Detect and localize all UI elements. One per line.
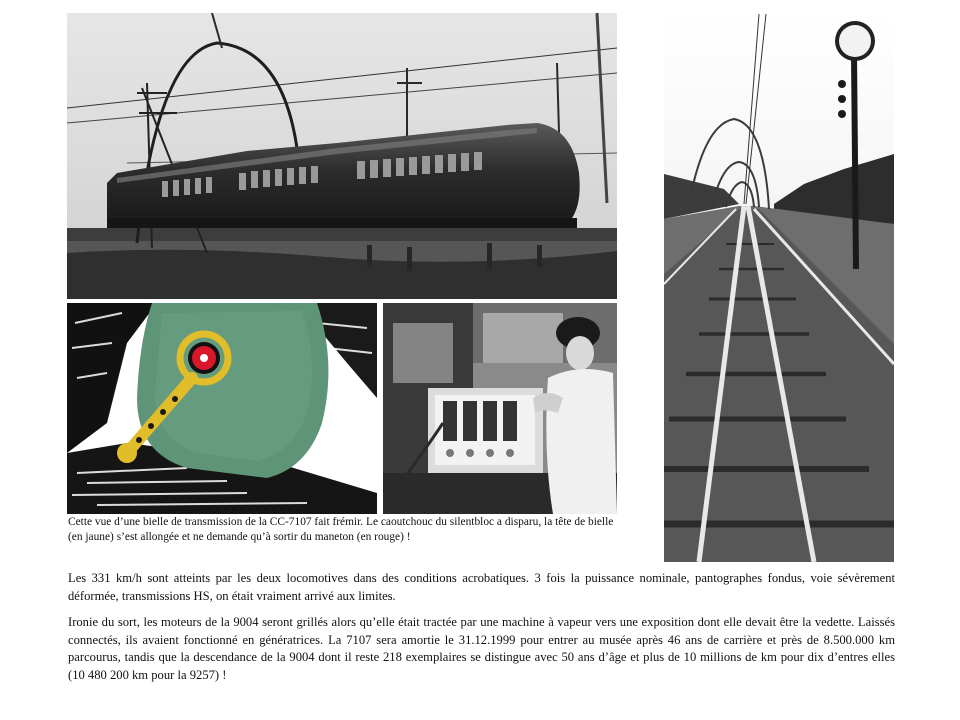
connecting-rod-photo [67,303,377,514]
body-paragraph-2: Ironie du sort, les moteurs de la 9004 seront grillés alors qu’elle était tractée par une machine à vapeur vers une exposition dont elle devait être la vedette. Laissés connectés, ils avaient fonctionné en génératrices. La 7107 sera amortie le 31.12.1999 pour entrer au musée après 46 ans de carrière et près de 8.500.000 km parcourus, tandis que la descendance de la 9004 dont il reste 218 exemplaires se distingue avec 50 ans d’âge et plus de 10 millions de km pour dix d’entres elles (10 480 200 km pour la 9257) ! [68,615,895,682]
train-photo [67,13,617,299]
operator-photo [383,303,617,514]
photo-caption: Cette vue d’une bielle de transmission de la CC-7107 fait frémir. Le caoutchouc du silentbloc a disparu, la tête de bielle (en jaune) s’est allongée et ne demande qu’à sortir du maneton (en rouge) ! [68,516,614,543]
body-paragraph-1: Les 331 km/h sont atteints par les deux locomotives dans des conditions acrobatiques. 3 fois la puissance nominale, pantographes fondus, voie sévèrement déformée, transmissions HS, on était vraiment arrivé aux limites. [68,571,895,603]
track-photo [664,14,894,562]
